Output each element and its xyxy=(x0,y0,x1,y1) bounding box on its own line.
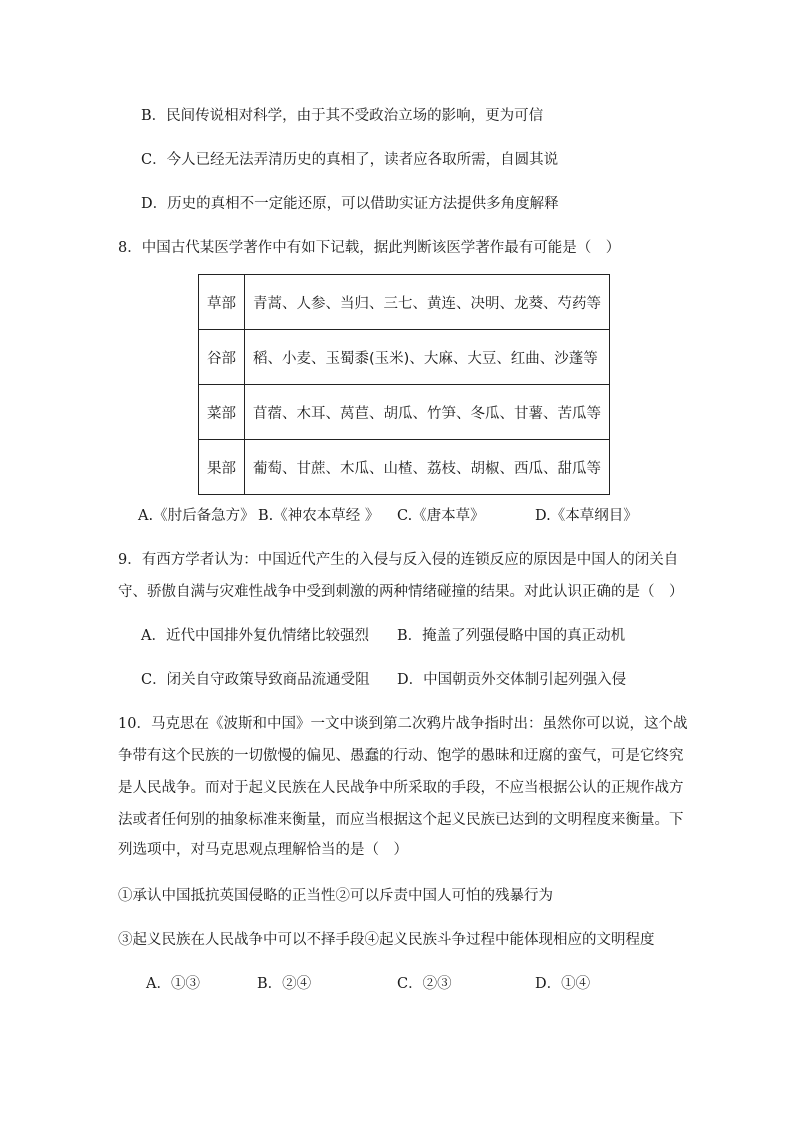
table-row xyxy=(199,330,610,385)
table-row xyxy=(199,385,610,440)
q7-option-c: C．今人已经无法弄清历史的真相了，读者应各取所需，自圆其说 xyxy=(141,152,559,168)
q10-stem-line5: 列选项中，对马克思观点理解恰当的是（ ） xyxy=(118,842,408,858)
q9-option-d: D．中国朝贡外交体制引起列强入侵 xyxy=(397,672,627,688)
q10-option-c: C．②③ xyxy=(397,976,452,992)
q9-stem-line2: 守、骄傲自满与灾难性战争中受到刺激的两种情绪碰撞的结果。对此认识正确的是（ ） xyxy=(118,584,684,600)
q8-stem: 8．中国古代某医学著作中有如下记载，据此判断该医学著作最有可能是（ ） xyxy=(118,240,621,256)
table-row xyxy=(199,275,610,330)
q10-stem-line3: 是人民战争。而对于起义民族在人民战争中所采取的手段，不应当根据公认的正规作战方 xyxy=(118,780,684,796)
q10-stem-line1: 10．马克思在《波斯和中国》一文中谈到第二次鸦片战争指时出：虽然你可以说，这个战 xyxy=(118,716,688,732)
table-items-cell: 青蒿、人参、当归、三七、黄连、决明、龙葵、芍药等 xyxy=(245,275,610,330)
table-items-cell: 稻、小麦、玉蜀黍(玉米)、大麻、大豆、红曲、沙蓬等 xyxy=(245,330,610,385)
q8-herb-table xyxy=(198,274,610,495)
table-category-cell: 果部 xyxy=(199,440,245,495)
q8-option-b: B.《神农本草经 》 xyxy=(258,508,380,524)
q8-option-a: A.《肘后备急方》 xyxy=(138,508,255,524)
q9-option-b: B．掩盖了列强侵略中国的真正动机 xyxy=(397,628,626,644)
q10-statements-line1: ①承认中国抵抗英国侵略的正当性②可以斥责中国人可怕的残暴行为 xyxy=(118,888,553,904)
q10-stem-line2: 争带有这个民族的一切傲慢的偏见、愚蠢的行动、饱学的愚昧和迂腐的蛮气，可是它终究 xyxy=(118,748,684,764)
q8-option-c: C.《唐本草》 xyxy=(397,508,485,524)
q10-option-d: D．①④ xyxy=(535,976,591,992)
q10-option-b: B．②④ xyxy=(257,976,312,992)
q7-option-b: B．民间传说相对科学，由于其不受政治立场的影响，更为可信 xyxy=(141,108,544,124)
table-items-cell: 葡萄、甘蔗、木瓜、山楂、荔枝、胡椒、西瓜、甜瓜等 xyxy=(245,440,610,495)
q7-option-d: D．历史的真相不一定能还原，可以借助实证方法提供多角度解释 xyxy=(141,196,559,212)
table-items-cell: 苜蓿、木耳、莴苣、胡瓜、竹笋、冬瓜、甘薯、苦瓜等 xyxy=(245,385,610,440)
q8-option-d: D.《本草纲目》 xyxy=(535,508,638,524)
q10-option-a: A．①③ xyxy=(146,976,200,992)
q10-statements-line2: ③起义民族在人民战争中可以不择手段④起义民族斗争过程中能体现相应的文明程度 xyxy=(118,932,655,948)
q10-stem-line4: 法或者任何别的抽象标准来衡量，而应当根据这个起义民族已达到的文明程度来衡量。下 xyxy=(118,812,684,828)
table-category-cell: 草部 xyxy=(199,275,245,330)
table-row xyxy=(199,440,610,495)
q9-option-a: A．近代中国排外复仇情绪比较强烈 xyxy=(141,628,369,644)
table-category-cell: 谷部 xyxy=(199,330,245,385)
table-category-cell: 菜部 xyxy=(199,385,245,440)
q9-stem-line1: 9．有西方学者认为：中国近代产生的入侵与反入侵的连锁反应的原因是中国人的闭关自 xyxy=(118,552,679,568)
q9-option-c: C．闭关自守政策导致商品流通受阻 xyxy=(141,672,370,688)
